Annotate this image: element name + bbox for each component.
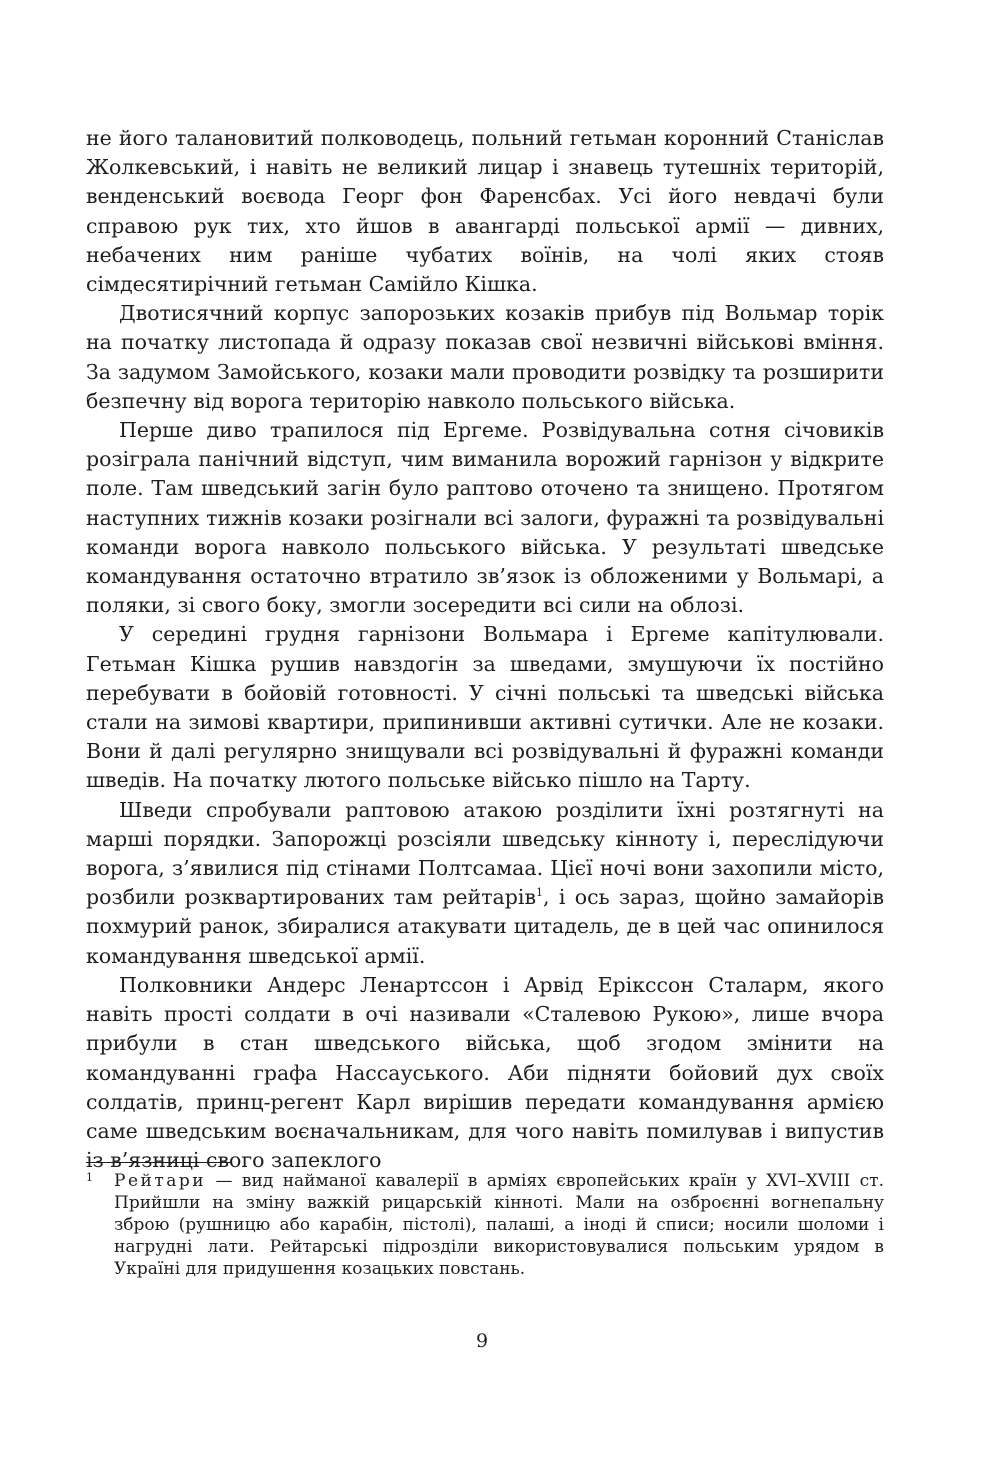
- paragraph-2: Двотисячний корпус запорозьких козаків прибув під Вольмар торік на початку листопада й одразу показав свої незвичні військові вміння. За задумом Замойського, козаки мали проводити розвідку та розширити безпечну від ворога територію навколо польського війська.: [86, 301, 884, 413]
- footnote: [86, 1170, 884, 1280]
- footnote-divider: [86, 1162, 232, 1163]
- footnote-term: Рейтари: [114, 1171, 207, 1191]
- footnote-text: — вид найманої кавалерії в арміях європейських країн у XVI–XVIII ст. Прийшли на зміну важкій рицарській кінноті. Мали на озброєнні вогнепальну зброю (рушницю або карабін, пістолі), палаші, а іноді й списи; носили шоломи і нагрудні лати. Рейтарські підрозділи використовувалися польським урядом в Україні для придушення козацьких повстань.: [114, 1171, 884, 1279]
- paragraph-6: Полковники Андерс Ленартссон і Арвід Ерікссон Сталарм, якого навіть прості солдати в очі називали «Сталевою Рукою», лише вчора прибули в стан шведського війська, щоб згодом змінити на командуванні графа Нассауського. Аби підняти бойовий дух своїх солдатів, принц-регент Карл вирішив передати командування армією саме шведським воєначальникам, для чого навіть помилував і випустив із в’язниці свого запеклого: [86, 972, 884, 1173]
- footnote-number: 1: [86, 1171, 93, 1184]
- page-number: 9: [475, 1330, 489, 1352]
- paragraph-5: [86, 796, 884, 971]
- footnote-reference: 1: [536, 886, 543, 900]
- paragraph-3: Перше диво трапилося під Ергеме. Розвідувальна сотня січовиків розіграла панічний відступ, чим виманила ворожий гарнізон у відкрите поле. Там шведський загін було раптово оточено та знищено. Протягом наступних тижнів козаки розігнали всі залоги, фуражні та розвідувальні команди ворога навколо польського війська. У результаті шведське командування остаточно втратило зв’язок із обложеними у Вольмарі, а поляки, зі свого боку, змогли зосередити всі сили на облозі.: [86, 418, 884, 618]
- paragraph-1: не його талановитий полководець, польний гетьман коронний Станіслав Жолкевський, і навіть не великий лицар і знавець тутешніх територій, венденський воєвода Георг фон Фаренсбах. Усі його невдачі були справою рук тих, хто йшов в авангарді польської армії — дивних, небачених ним раніше чубатих воїнів, на чолі яких стояв сімдесятирічний гетьман Самійло Кішка.: [86, 126, 884, 297]
- paragraph-5-part-2: , і ось зараз, щойно замайорів похмурий ранок, збиралися атакувати цитадель, де в цей час опинилося командування шведської армії.: [86, 885, 885, 968]
- paragraph-5-part-1: Шведи спробували раптовою атакою розділити їхні розтягнуті на марші порядки. Запорожці розсіяли шведську кінноту і, переслідуючи ворога, з’явилися під стінами Полтсамаа. Цієї ночі вони захопили місто, розбили розквартированих там рейтарів: [86, 797, 884, 910]
- main-text: [86, 124, 884, 1175]
- paragraph-4: У середині грудня гарнізони Вольмара і Ергеме капітулювали. Гетьман Кішка рушив навздогін за шведами, змушуючи їх постійно перебувати в бойовій готовності. У січні польські та шведські війська стали на зимові квартири, припинивши активні сутички. Але не козаки. Вони й далі регулярно знищували всі розвідувальні й фуражні команди шведів. На початку лютого польське військо пішло на Тарту.: [86, 622, 884, 793]
- footnote-body: [114, 1170, 884, 1280]
